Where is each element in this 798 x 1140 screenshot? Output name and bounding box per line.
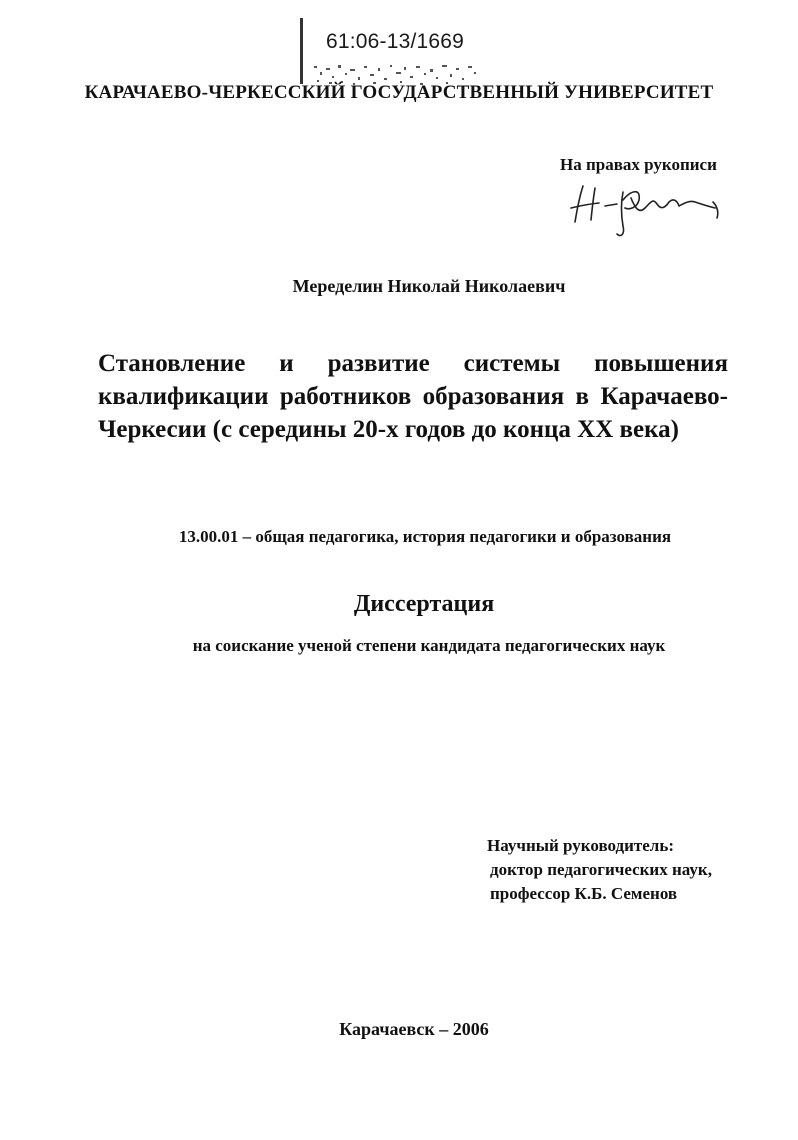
author-name: Меределин Николай Николаевич — [292, 276, 566, 296]
place-and-year: Карачаевск – 2006 — [339, 1019, 489, 1039]
thesis-title-line: квалификации работников образования в Карачаево- — [98, 383, 728, 410]
author-signature — [565, 178, 735, 240]
stamp-border-line — [300, 18, 303, 84]
library-stamp — [300, 18, 490, 90]
thesis-title-line: Становление и развитие системы повышения — [98, 350, 728, 377]
thesis-title — [98, 347, 728, 446]
stamp-code: 61:06-13/1669 — [326, 30, 465, 53]
degree-description: на соискание ученой степени кандидата педагогических наук — [192, 636, 666, 655]
university-name: КАРАЧАЕВО-ЧЕРКЕССКИЙ ГОСУДАРСТВЕННЫЙ УНИВЕРСИТЕТ — [84, 82, 714, 103]
supervisor-label: Научный руководитель: — [487, 836, 674, 855]
supervisor-block — [487, 834, 712, 906]
manuscript-rights-label: На правах рукописи — [560, 155, 717, 174]
document-type: Диссертация — [353, 591, 495, 617]
supervisor-degree: доктор педагогических наук, — [490, 860, 712, 879]
specialty-code: 13.00.01 – общая педагогика, история педагогики и образования — [178, 527, 672, 546]
supervisor-name: профессор К.Б. Семенов — [490, 884, 678, 903]
thesis-title-line: Черкесии (с середины 20-х годов до конца XX века) — [98, 416, 679, 443]
